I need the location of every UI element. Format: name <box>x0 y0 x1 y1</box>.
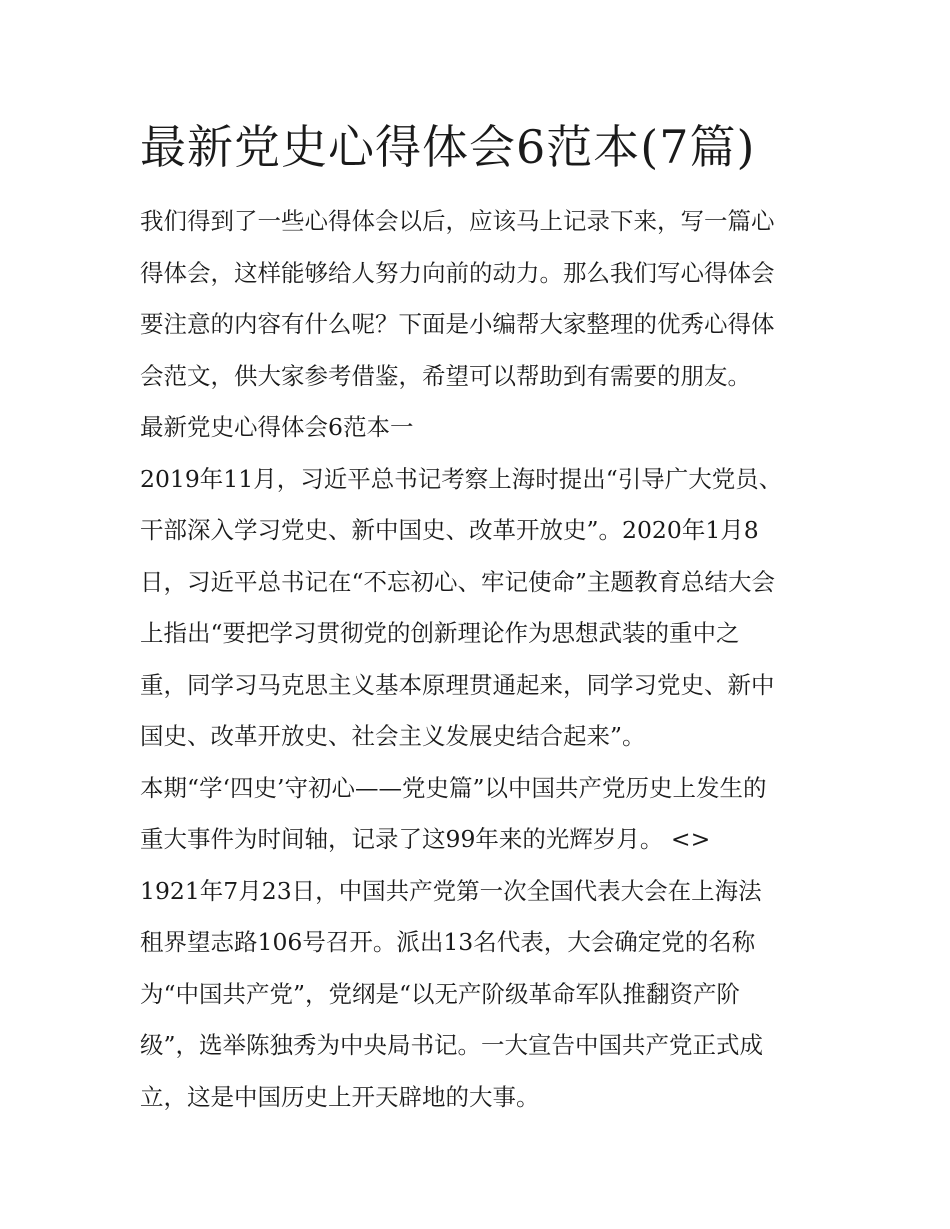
paragraph-line: 2019年11月，习近平总书记考察上海时提出“引导广大党员、 <box>140 464 783 493</box>
paragraph-line: 上指出“要把学习贯彻党的创新理论作为思想武装的重中之 <box>140 619 740 647</box>
paragraph-line: 立，这是中国历史上开天辟地的大事。 <box>140 1082 540 1111</box>
paragraph-line: 国史、改革开放史、社会主义发展史结合起来”。 <box>140 722 646 750</box>
paragraph-line: 重大事件为时间轴，记录了这99年来的光辉岁月。 <> <box>140 825 711 853</box>
paragraph-line: 我们得到了一些心得体会以后，应该马上记录下来，写一篇心 <box>140 207 775 235</box>
paragraph-line: 级”，选举陈独秀为中央局书记。一大宣告中国共产党正式成 <box>140 1031 764 1059</box>
paragraph-line: 要注意的内容有什么呢？下面是小编帮大家整理的优秀心得体 <box>140 310 775 338</box>
paragraph-line: 本期“学‘四史’守初心——党史篇”以中国共产党历史上发生的 <box>140 773 767 802</box>
document-body <box>140 196 820 1123</box>
paragraph-line: 会范文，供大家参考借鉴，希望可以帮助到有需要的朋友。 <box>140 361 751 390</box>
paragraph-line: 1921年7月23日，中国共产党第一次全国代表大会在上海法 <box>140 876 762 905</box>
paragraph-line: 为“中国共产党”，党纲是“以无产阶级革命军队推翻资产阶 <box>140 979 741 1008</box>
paragraph-line: 得体会，这样能够给人努力向前的动力。那么我们写心得体会 <box>140 258 775 287</box>
paragraph-line: 日，习近平总书记在“不忘初心、牢记使命”主题教育总结大会 <box>140 567 776 596</box>
document-title: 最新党史心得体会6范本(7篇) <box>140 120 756 174</box>
paragraph-line: 干部深入学习党史、新中国史、改革开放史”。2020年1月8 <box>140 516 759 544</box>
paragraph-line: 租界望志路106号召开。派出13名代表，大会确定党的名称 <box>140 928 756 956</box>
paragraph-line: 重，同学习马克思主义基本原理贯通起来，同学习党史、新中 <box>140 670 775 699</box>
section-heading: 最新党史心得体会6范本一 <box>140 413 414 441</box>
